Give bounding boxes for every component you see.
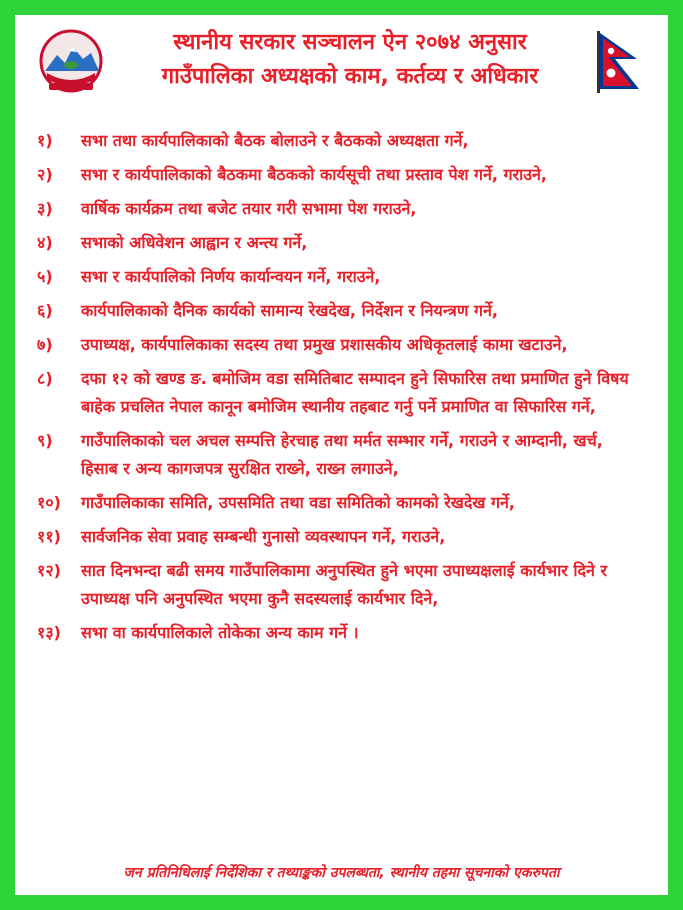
item-text: सभा तथा कार्यपालिकाको बैठक बोलाउने र बैठकको अध्यक्षता गर्ने, — [81, 131, 469, 150]
item-text: दफा १२ को खण्ड ङ. बमोजिम वडा समितिबाट सम्पादन हुने सिफारिस तथा प्रमाणित हुने विषय बाहेक प्रचलित नेपाल कानून बमोजिम स्थानीय तहबाट गर्नु पर्ने प्रमाणित वा सिफारिस गर्ने, — [81, 369, 629, 416]
item-text: वार्षिक कार्यक्रम तथा बजेट तयार गरी सभामा पेश गराउने, — [81, 199, 417, 218]
title-line-2: गाउँपालिका अध्यक्षको काम, कर्तव्य र अधिकार — [161, 64, 539, 89]
list-item — [15, 331, 668, 359]
list-item — [15, 297, 668, 325]
list-item — [15, 229, 668, 257]
item-number: ११) — [37, 527, 61, 546]
item-number: ७) — [37, 335, 53, 354]
item-number: १) — [37, 131, 53, 150]
item-text: गाउँपालिकाको चल अचल सम्पत्ति हेरचाह तथा मर्मत सम्भार गर्ने, गराउने र आम्दानी, खर्च, हिसाब र अन्य कागजपत्र सुरक्षित राख्ने, राख्न लगाउने, — [81, 431, 603, 478]
item-number: ३) — [37, 199, 53, 218]
poster — [15, 15, 668, 895]
item-number: २) — [37, 165, 53, 184]
list-item — [15, 619, 668, 647]
item-text: सभा र कार्यपालिकाको बैठकमा बैठकको कार्यसूची तथा प्रस्ताव पेश गर्ने, गराउने, — [81, 165, 548, 184]
item-number: ८) — [37, 369, 53, 388]
list-item — [15, 195, 668, 223]
item-text: सार्वजनिक सेवा प्रवाह सम्बन्धी गुनासो व्यवस्थापन गर्ने, गराउने, — [81, 527, 446, 546]
list-item — [15, 427, 668, 483]
item-number: ५) — [37, 267, 53, 286]
header — [15, 15, 668, 105]
list-item — [15, 263, 668, 291]
duty-list — [15, 127, 668, 653]
title-line-1: स्थानीय सरकार सञ्चालन ऐन २०७४ अनुसार — [173, 30, 527, 55]
item-text: सभा र कार्यपालिको निर्णय कार्यान्वयन गर्ने, गराउने, — [81, 267, 381, 286]
list-item — [15, 127, 668, 155]
item-text: उपाध्यक्ष, कार्यपालिकाका सदस्य तथा प्रमुख प्रशासकीय अधिकृतलाई कामा खटाउने, — [81, 335, 568, 354]
item-text: कार्यपालिकाको दैनिक कार्यको सामान्य रेखदेख, निर्देशन र नियन्त्रण गर्ने, — [81, 301, 498, 320]
list-item — [15, 489, 668, 517]
list-item — [15, 161, 668, 189]
item-text: सभाको अधिवेशन आह्वान र अन्त्य गर्ने, — [81, 233, 308, 252]
item-number: ९) — [37, 431, 53, 450]
item-number: १३) — [37, 623, 61, 642]
list-item — [15, 365, 668, 421]
item-number: १०) — [37, 493, 61, 512]
item-number: ६) — [37, 301, 53, 320]
item-text: सात दिनभन्दा बढी समय गाउँपालिकामा अनुपस्थित हुने भएमा उपाध्यक्षलाई कार्यभार दिने र उपाध्यक्ष पनि अनुपस्थित भएमा कुनै सदस्यलाई कार्यभार दिने, — [81, 561, 608, 608]
nepal-emblem-icon — [35, 29, 107, 95]
list-item — [15, 523, 668, 551]
item-number: ४) — [37, 233, 53, 252]
nepal-flag-icon — [597, 31, 643, 93]
item-text: सभा वा कार्यपालिकाले तोकेका अन्य काम गर्ने । — [81, 623, 359, 642]
item-number: १२) — [37, 561, 61, 580]
item-text: गाउँपालिकाका समिति, उपसमिति तथा वडा समितिको कामको रेखदेख गर्ने, — [81, 493, 516, 512]
footer-tagline: जन प्रतिनिधिलाई निर्देशिका र तथ्याङ्कको उपलब्धता, स्थानीय तहमा सूचनाको एकरुपता — [123, 865, 560, 881]
list-item — [15, 557, 668, 613]
